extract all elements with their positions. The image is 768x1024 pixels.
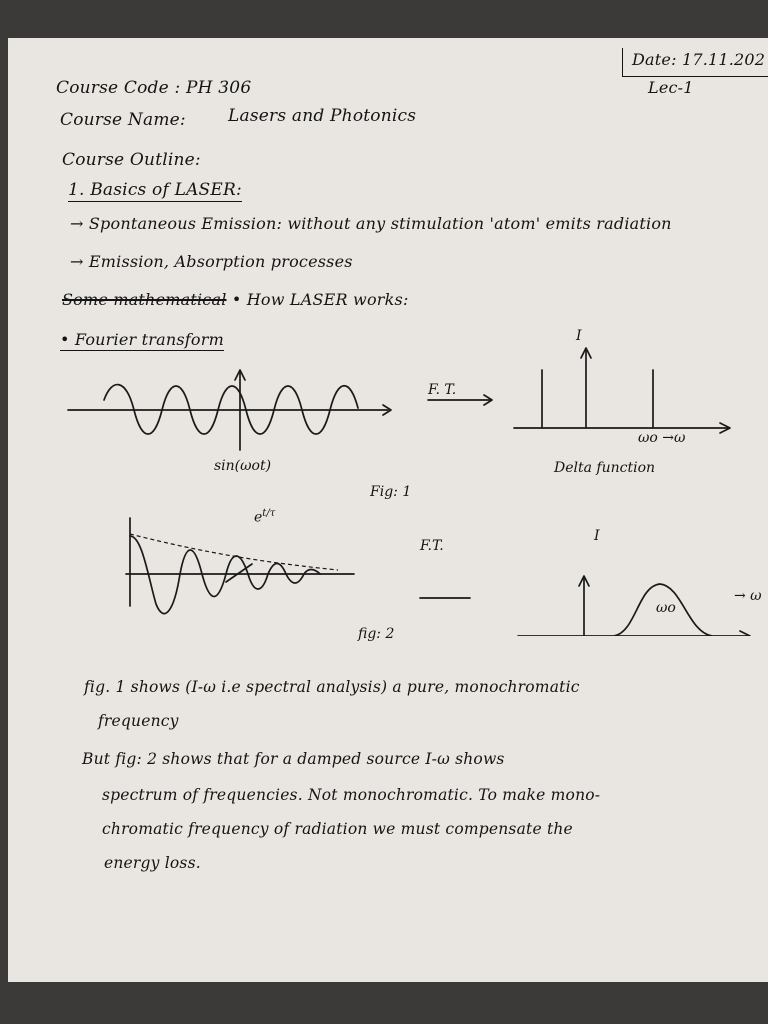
figure-2 xyxy=(8,506,768,636)
fourier-transform-heading: • Fourier transform xyxy=(60,330,224,349)
note-line-1: fig. 1 shows (I-ω i.e spectral analysis) a pure, monochromatic xyxy=(84,678,580,696)
omega-axis-label-1: ωo →ω xyxy=(638,430,686,446)
intensity-label-2: I xyxy=(594,528,600,544)
decay-label: $e^{t/\tau}$ xyxy=(254,508,276,526)
ft-label-2: F.T. xyxy=(420,538,444,554)
note-line-4: spectrum of frequencies. Not monochromatic. To make mono- xyxy=(102,786,601,804)
how-laser-works-text: • How LASER works: xyxy=(231,290,409,309)
omega-axis-label-2: → ω xyxy=(734,588,762,604)
course-outline-heading: Course Outline: xyxy=(62,150,201,170)
note-line-2: frequency xyxy=(98,712,179,730)
how-laser-works-line xyxy=(62,290,409,309)
struck-text: Some mathematical xyxy=(62,290,227,309)
figure-1 xyxy=(8,328,768,508)
intensity-label-1: I xyxy=(576,328,582,344)
fig-1-caption: Fig: 1 xyxy=(370,484,412,500)
date-text: Date: 17.11.202 xyxy=(632,50,766,69)
spontaneous-emission-point: → Spontaneous Emission: without any stimulation 'atom' emits radiation xyxy=(70,214,672,233)
decay-envelope xyxy=(130,534,338,570)
sine-label: sin(ωot) xyxy=(214,458,272,474)
note-line-5: chromatic frequency of radiation we must compensate the xyxy=(102,820,573,838)
course-name-value: Lasers and Photonics xyxy=(228,106,417,126)
course-name-label: Course Name: xyxy=(60,110,186,130)
section-heading: 1. Basics of LASER: xyxy=(68,180,242,200)
note-line-6: energy loss. xyxy=(104,854,201,872)
ft-label-1: F. T. xyxy=(428,382,457,398)
delta-function-label: Delta function xyxy=(554,460,656,476)
lecture-number: Lec-1 xyxy=(648,78,694,97)
emission-absorption-point: → Emission, Absorption processes xyxy=(70,252,353,271)
note-line-3: But fig: 2 shows that for a damped source I-ω shows xyxy=(82,750,505,768)
fig-2-caption: fig: 2 xyxy=(358,626,395,642)
omega-zero-label-2: ωo xyxy=(656,600,676,616)
course-code: Course Code : PH 306 xyxy=(56,78,252,98)
notebook-page xyxy=(8,38,768,982)
